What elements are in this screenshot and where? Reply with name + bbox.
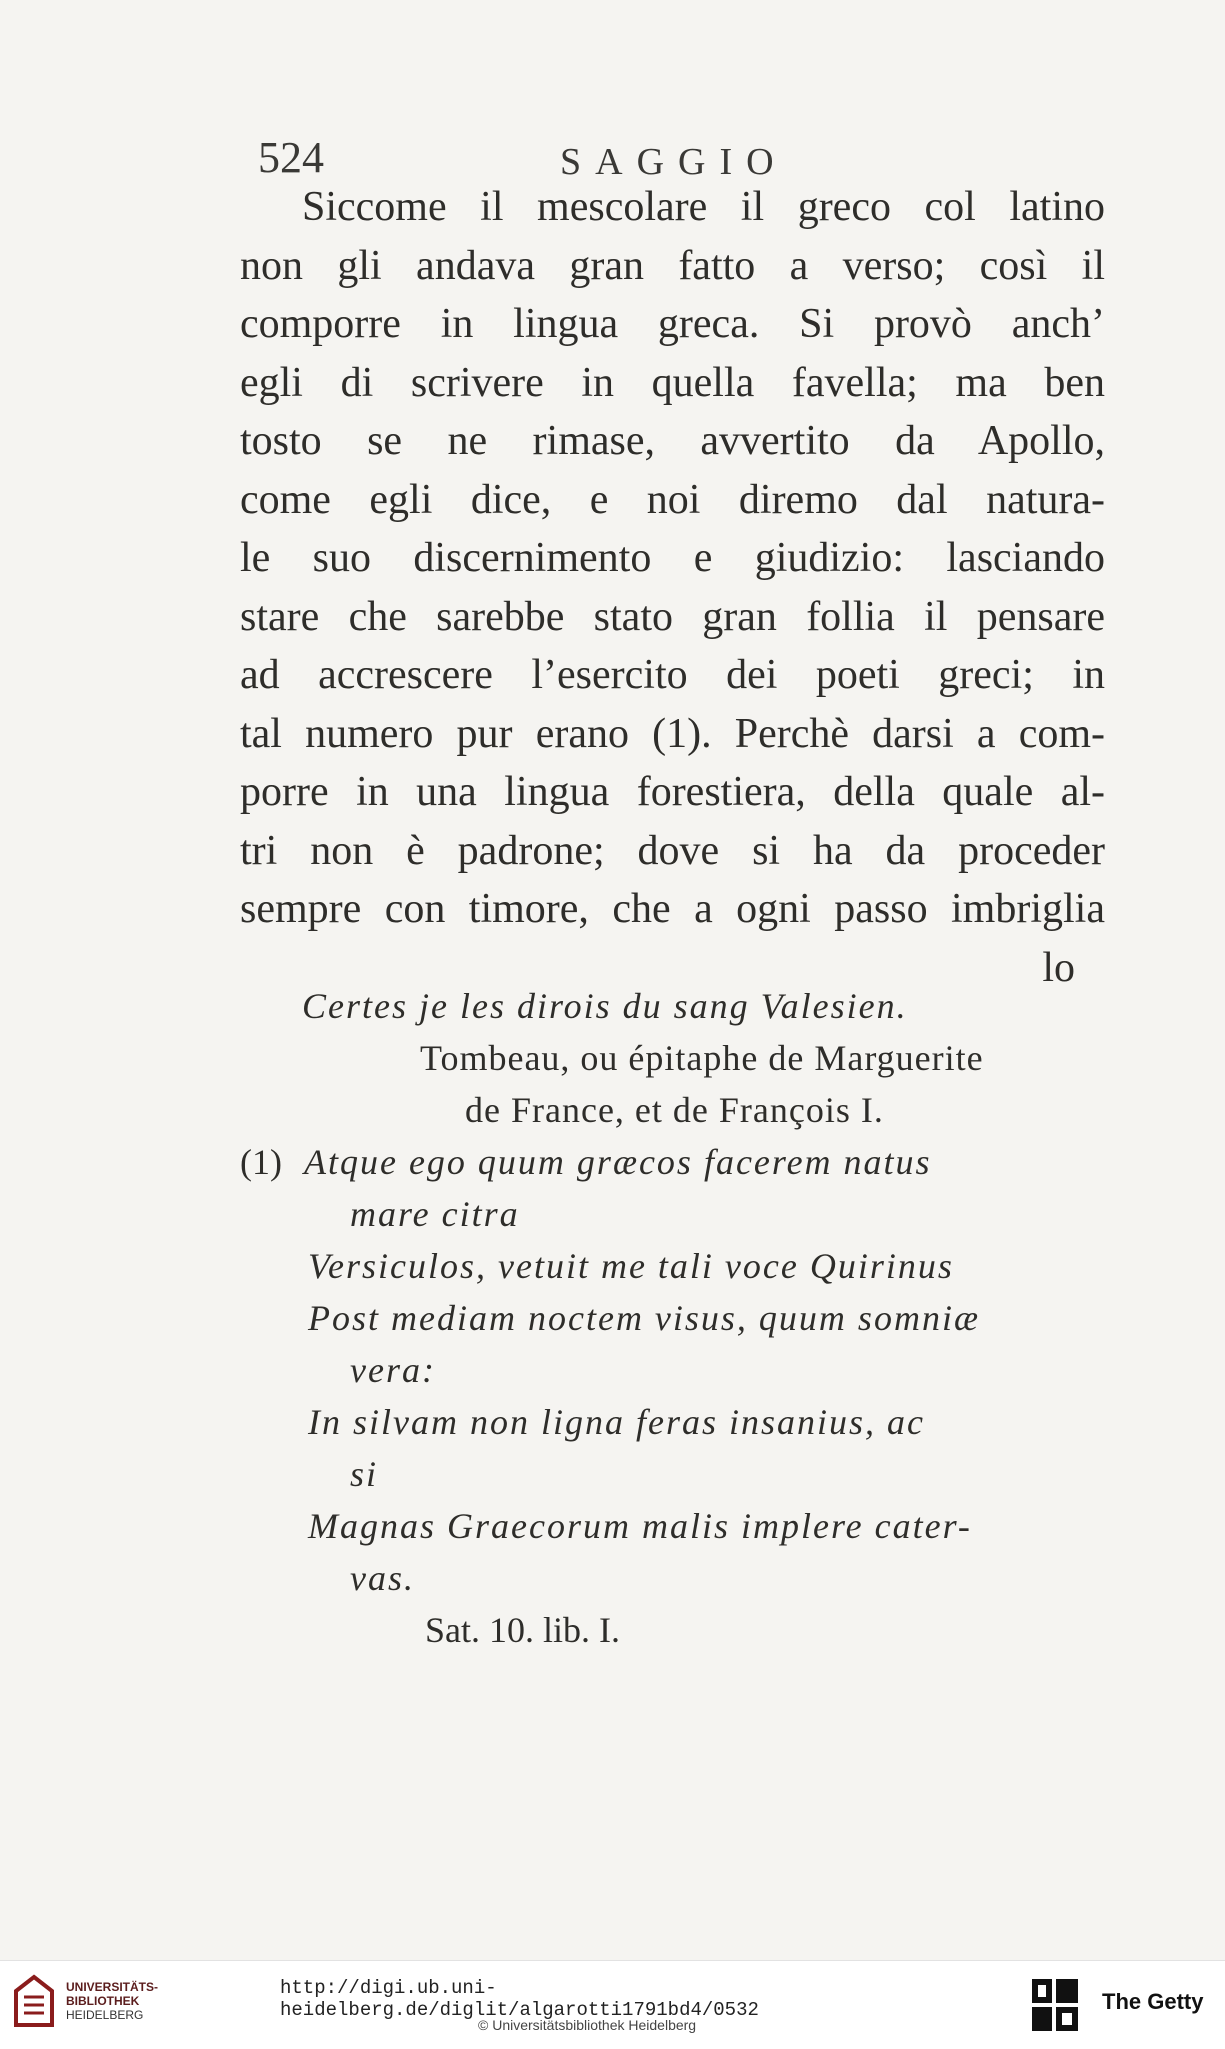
verse-quote: Certes je les dirois du sang Valesien. xyxy=(302,986,908,1026)
footnote-first-line xyxy=(240,1136,1090,1188)
latin-line: mare citra xyxy=(350,1194,520,1234)
latin-line: si xyxy=(350,1454,379,1494)
latin-line: In silvam non ligna feras insanius, ac xyxy=(308,1402,925,1442)
latin-line: Versiculos, vetuit me tali voce Quirinus xyxy=(308,1246,954,1286)
attribution-line: Tombeau, ou épitaphe de Marguerite xyxy=(420,1038,984,1078)
latin-line: vera: xyxy=(350,1350,436,1390)
latin-line: Atque ego quum græcos facerem natus xyxy=(303,1142,932,1182)
footnotes xyxy=(240,980,1090,1656)
text-line: come egli dice, e noi diremo dal natura- xyxy=(240,476,1105,523)
text-line: tosto se ne rimase, avvertito da Apollo, xyxy=(240,418,1105,464)
text-line: comporre in lingua greca. Si provò anch’ xyxy=(240,301,1105,347)
getty-logo-icon[interactable] xyxy=(1030,1977,1080,2033)
page-number: 524 xyxy=(258,133,324,182)
text-line: tal numero pur erano (1). Perchè darsi a com- xyxy=(240,710,1105,757)
getty-label[interactable]: The Getty xyxy=(1102,1989,1204,2014)
latin-line: vas. xyxy=(350,1558,415,1598)
source-citation: Sat. 10. lib. I. xyxy=(425,1610,620,1650)
latin-line: Magnas Graecorum malis implere cater- xyxy=(308,1506,972,1546)
text-line: stare che sarebbe stato gran follia il pensare xyxy=(240,593,1105,640)
text-line: tri non è padrone; dove si ha da proceder xyxy=(240,827,1105,874)
text-line: egli di scrivere in quella favella; ma ben xyxy=(240,359,1105,406)
text-line: porre in una lingua forestiera, della quale al- xyxy=(240,769,1105,815)
permalink-url[interactable]: http://digi.ub.uni-heidelberg.de/diglit/algarotti1791bd4/0532 xyxy=(280,1977,759,2021)
copyright-notice: © Universitätsbibliothek Heidelberg xyxy=(478,2017,697,2033)
footnote-marker: (1) xyxy=(240,1142,282,1182)
text-line: Siccome il mescolare il greco col latino xyxy=(302,184,1105,230)
viewer-footer xyxy=(0,1960,1225,2049)
university-library-logo[interactable] xyxy=(12,1973,158,2029)
text-line: ad accrescere l’esercito dei poeti greci; in xyxy=(240,652,1105,698)
main-text xyxy=(240,178,1105,997)
library-name: UNIVERSITÄTS- BIBLIOTHEK HEIDELBERG xyxy=(66,1980,159,2022)
catchword: lo xyxy=(1042,944,1075,991)
running-head: SAGGIO xyxy=(560,141,788,183)
university-seal-icon xyxy=(12,1973,56,2029)
text-line: non gli andava gran fatto a verso; così il xyxy=(240,242,1105,289)
text-line: sempre con timore, che a ogni passo imbriglia xyxy=(240,886,1105,932)
text-line: le suo discernimento e giudizio: lasciando xyxy=(240,535,1105,581)
latin-line: Post mediam noctem visus, quum somniæ xyxy=(308,1298,980,1338)
attribution-line: de France, et de François I. xyxy=(465,1090,884,1130)
